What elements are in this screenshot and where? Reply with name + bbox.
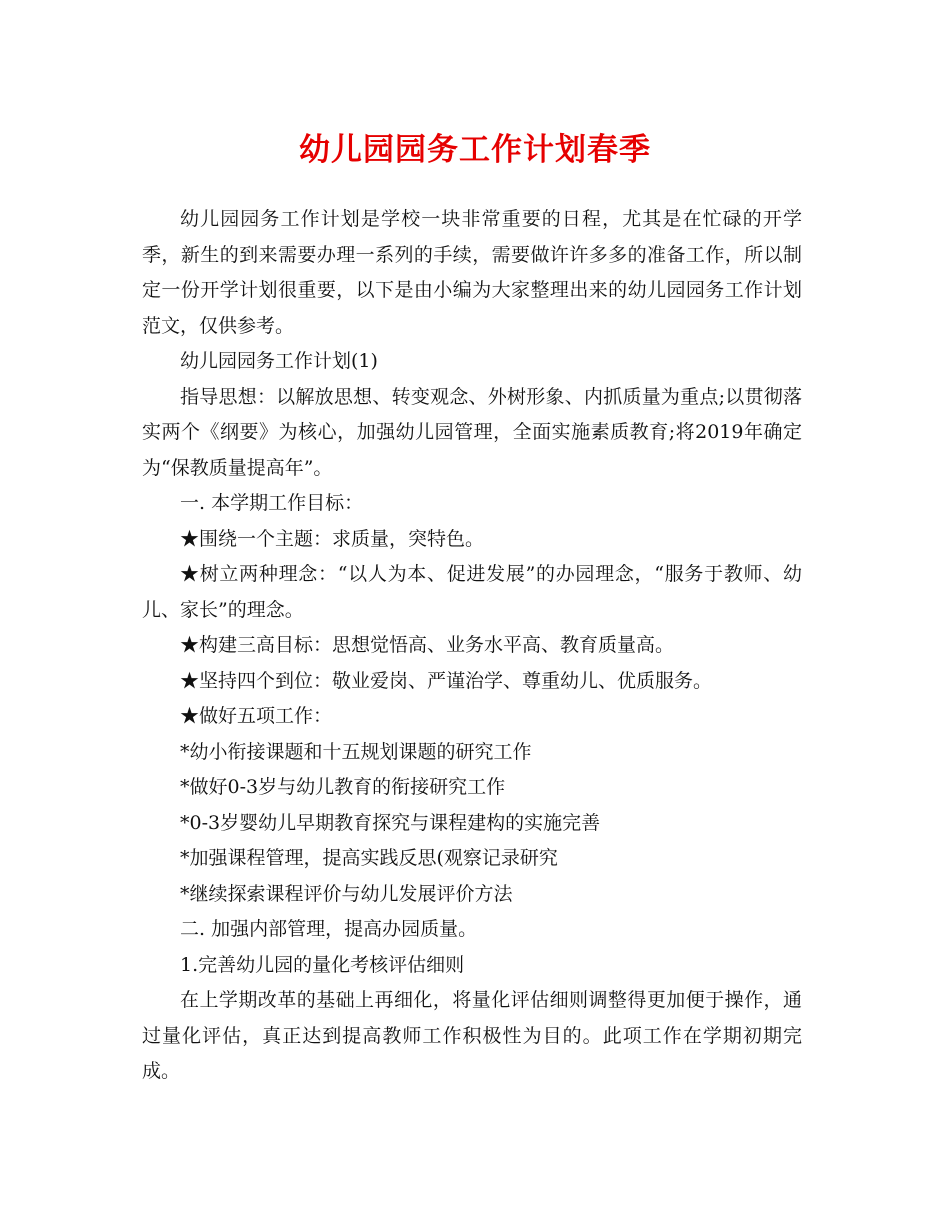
- goal-item-concepts: ★树立两种理念：“以人为本、促进发展”的办园理念，“服务于教师、幼儿、家长”的理念。: [142, 563, 802, 621]
- task-item: *做好0-3岁与幼儿教育的衔接研究工作: [180, 776, 506, 798]
- document-body: [142, 202, 802, 1090]
- goal-item-theme: ★围绕一个主题：求质量，突特色。: [180, 527, 485, 550]
- document-title: 幼儿园园务工作计划春季: [299, 132, 651, 168]
- section-heading-plan-1: 幼儿园园务工作计划(1): [180, 350, 378, 372]
- task-item: *幼小衔接课题和十五规划课题的研究工作: [180, 740, 532, 763]
- goal-item-targets: ★构建三高目标：思想觉悟高、业务水平高、教育质量高。: [180, 634, 675, 656]
- subsection-heading-assessment: 1.完善幼儿园的量化考核评估细则: [180, 953, 465, 976]
- assessment-paragraph: 在上学期改革的基础上再细化，将量化评估细则调整得更加便于操作，通过量化评估，真正达到提高教师工作积极性为目的。此项工作在学期初期完成。: [142, 989, 802, 1082]
- task-item: *0-3岁婴幼儿早期教育探究与课程建构的实施完善: [180, 811, 601, 834]
- goal-item-four-points: ★坚持四个到位：敬业爱岗、严谨治学、尊重幼儿、优质服务。: [180, 669, 713, 692]
- guiding-thought-paragraph: 指导思想：以解放思想、转变观念、外树形象、内抓质量为重点;以贯彻落实两个《纲要》为核心，加强幼儿园管理，全面实施素质教育;将2019年确定为“保教质量提高年”。: [142, 385, 802, 479]
- goal-item-five-tasks: ★做好五项工作：: [180, 705, 333, 727]
- task-item: *加强课程管理，提高实践反思(观察记录研究: [180, 847, 558, 869]
- task-item: *继续探索课程评价与幼儿发展评价方法: [180, 882, 513, 905]
- intro-paragraph: 幼儿园园务工作计划是学校一块非常重要的日程，尤其是在忙碌的开学季，新生的到来需要办理一系列的手续，需要做许许多多的准备工作，所以制定一份开学计划很重要，以下是由小编为大家整理出来的幼儿园园务工作计划范文，仅供参考。: [142, 208, 802, 337]
- section-heading-management: 二. 加强内部管理，提高办园质量。: [180, 918, 478, 940]
- section-heading-goals: 一. 本学期工作目标：: [180, 492, 364, 514]
